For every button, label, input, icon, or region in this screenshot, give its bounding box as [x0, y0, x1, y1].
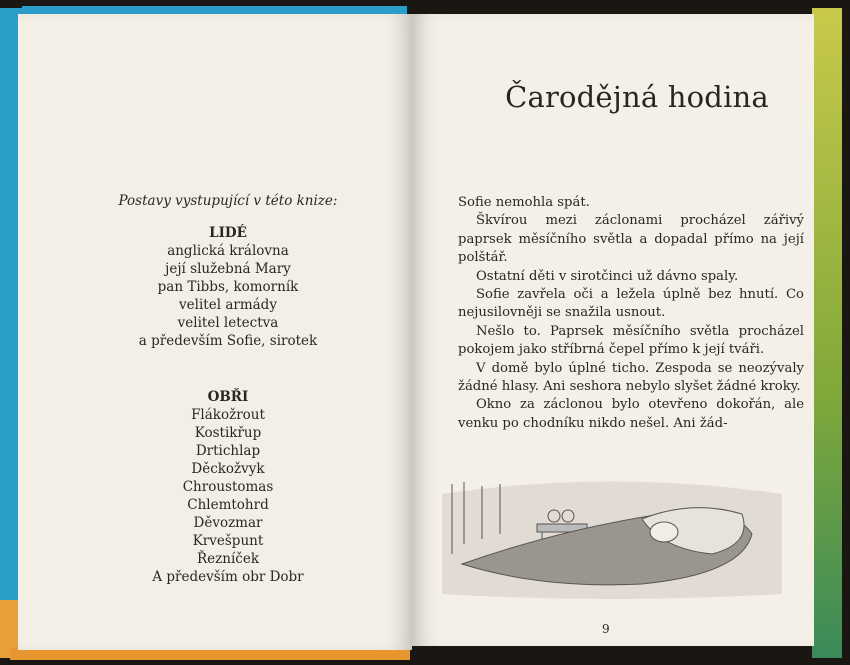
giants-heading: OBŘI [207, 389, 249, 405]
page-number: 9 [602, 622, 610, 636]
paragraph: Škvírou mezi záclonami procházel zářivý paprsek měsíčního světla a dopadal přímo na její polštář. [458, 213, 804, 266]
list-item: a především Sofie, sirotek [138, 333, 318, 349]
paragraph: Okno za záclonou bylo otevřeno dokořán, ale venku po chodníku nikdo nešel. Ani žád- [458, 397, 804, 431]
paragraph: V domě bylo úplné ticho. Zespoda se neozývaly žádné hlasy. Ani seshora nebylo slyšet žádné kroky. [458, 360, 804, 395]
chapter-title: Čarodějná hodina [505, 80, 769, 114]
list-item: Kostikřup [194, 425, 262, 441]
list-item: Flákožrout [191, 407, 265, 423]
list-item: Krvešpunt [192, 533, 264, 549]
paragraph: Nešlo to. Paprsek měsíčního světla procházel pokojem jako stříbrná čepel přímo k její tváři. [458, 323, 804, 358]
paragraph: Sofie nemohla spát. [458, 195, 590, 210]
list-item: její služebná Mary [165, 261, 291, 277]
paragraph: Ostatní děti v sirotčinci už dávno spaly. [476, 268, 739, 284]
list-item: Děckožvyk [191, 461, 265, 477]
list-item: Řezníček [196, 551, 259, 567]
list-item: Chlemtohrd [187, 497, 269, 513]
left-page [18, 14, 412, 650]
list-intro: Postavy vystupující v této knize: [118, 193, 338, 209]
people-heading: LIDÉ [209, 225, 247, 241]
paragraph: Sofie zavřela oči a ležela úplně bez hnutí. Co nejusilovněji se snažila usnout. [458, 287, 804, 321]
list-item: pan Tibbs, komorník [157, 279, 299, 295]
list-item: velitel letectva [177, 315, 279, 331]
sleeping-girl-illustration [442, 474, 782, 604]
list-item: anglická královna [167, 243, 289, 259]
list-item: A především obr Dobr [152, 569, 304, 585]
list-item: Drtichlap [195, 443, 261, 459]
right-page [412, 14, 814, 646]
character-list [48, 192, 408, 586]
book-cover-edge [812, 8, 842, 658]
list-item: Chroustomas [182, 479, 274, 495]
chapter-text [458, 194, 804, 433]
list-item: velitel armády [179, 297, 277, 313]
list-item: Děvozmar [193, 515, 263, 531]
